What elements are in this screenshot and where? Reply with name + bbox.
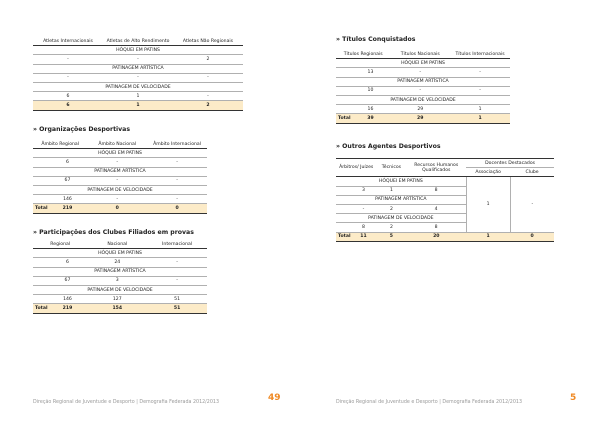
col-header: Atletas Internacionais <box>33 37 103 46</box>
cell: 67 <box>48 276 88 285</box>
docentes-associacao: 1 <box>466 177 510 232</box>
page-footer: Direção Regional de Juventude e Desporto | Demografia Federada 2012/2013 <box>33 400 219 405</box>
total-cell: 6 <box>33 101 103 110</box>
section-title: » Participações dos Clubes Filiados em provas <box>33 229 194 236</box>
cell: 1 <box>376 186 406 195</box>
cell: 146 <box>48 195 88 204</box>
section-title: » Outros Agentes Desportivos <box>336 143 441 150</box>
group-label: PATINAGEM DE VELOCIDADE <box>33 82 243 91</box>
total-label: Total <box>336 114 351 123</box>
cell: 146 <box>48 295 88 304</box>
total-cell: 154 <box>87 304 147 313</box>
cell: - <box>173 92 243 101</box>
cell: 8 <box>406 223 466 232</box>
col-header: Regional <box>33 240 87 249</box>
right-page <box>300 0 600 424</box>
total-cell: 39 <box>351 114 391 123</box>
total-cell: 11 <box>351 232 377 241</box>
cell: - <box>33 73 103 82</box>
col-header: Nacional <box>87 240 147 249</box>
group-label: HÓQUEI EM PATINS <box>336 177 466 186</box>
cell: 8 <box>351 223 377 232</box>
other-agents-table <box>336 158 554 242</box>
col-header: Títulos Internacionais <box>450 50 510 59</box>
group-label: PATINAGEM ARTÍSTICA <box>33 64 243 73</box>
cell: 1 <box>450 105 510 114</box>
section-title: » Organizações Desportivas <box>33 126 131 133</box>
cell: 127 <box>87 295 147 304</box>
cell: - <box>147 258 207 267</box>
total-cell: 0 <box>510 232 554 241</box>
total-label: Total <box>33 204 48 213</box>
cell: - <box>450 86 510 95</box>
total-cell: 0 <box>87 204 147 213</box>
total-cell: 219 <box>48 204 88 213</box>
cell: 2 <box>173 55 243 64</box>
group-label: PATINAGEM DE VELOCIDADE <box>336 214 466 223</box>
col-header: Âmbito Regional <box>33 140 87 149</box>
group-label: HÓQUEI EM PATINS <box>33 249 207 258</box>
total-cell: 20 <box>406 232 466 241</box>
page-footer: Direção Regional de Juventude e Desporto | Demografia Federada 2012/2013 <box>336 400 522 405</box>
cell: - <box>173 73 243 82</box>
cell: 10 <box>351 86 391 95</box>
group-label: PATINAGEM ARTÍSTICA <box>336 195 466 204</box>
athletes-table <box>33 37 243 111</box>
cell: 1 <box>103 92 173 101</box>
total-cell: 1 <box>450 114 510 123</box>
total-cell: 1 <box>466 232 510 241</box>
cell: 4 <box>406 204 466 213</box>
total-label: Total <box>336 232 351 241</box>
col-header: Internacional <box>147 240 207 249</box>
group-label: HÓQUEI EM PATINS <box>33 149 207 158</box>
cell: 16 <box>351 105 391 114</box>
group-label: PATINAGEM DE VELOCIDADE <box>33 185 207 194</box>
sub-header: Clube <box>510 168 554 177</box>
col-header: Âmbito Internacional <box>147 140 207 149</box>
group-label: PATINAGEM ARTÍSTICA <box>336 77 510 86</box>
col-header: Recursos Humanos Qualificados <box>406 159 466 177</box>
col-header: Técnicos <box>376 159 406 177</box>
total-cell: 2 <box>173 101 243 110</box>
cell: 2 <box>376 204 406 213</box>
total-cell: 29 <box>390 114 450 123</box>
group-label: PATINAGEM DE VELOCIDADE <box>336 95 510 104</box>
participations-table <box>33 240 207 314</box>
group-label: PATINAGEM ARTÍSTICA <box>33 267 207 276</box>
page-number: 5 <box>570 393 577 403</box>
group-label: HÓQUEI EM PATINS <box>33 46 243 55</box>
total-cell: 51 <box>147 304 207 313</box>
total-cell: 0 <box>147 204 207 213</box>
total-cell: 1 <box>103 101 173 110</box>
cell: 2 <box>376 223 406 232</box>
cell: - <box>390 86 450 95</box>
cell: - <box>87 195 147 204</box>
cell: 6 <box>48 258 88 267</box>
cell: 6 <box>33 92 103 101</box>
section-title: » Títulos Conquistados <box>336 36 416 43</box>
group-label: PATINAGEM ARTÍSTICA <box>33 167 207 176</box>
total-label: Total <box>33 304 48 313</box>
cell: 67 <box>48 176 88 185</box>
col-header: Docentes Destacados <box>466 159 554 168</box>
cell: 29 <box>390 105 450 114</box>
cell: - <box>351 204 377 213</box>
docentes-clube: - <box>510 177 554 232</box>
col-header: Atletas de Alto Rendimento <box>103 37 173 46</box>
cell: - <box>390 68 450 77</box>
group-label: PATINAGEM DE VELOCIDADE <box>33 285 207 294</box>
col-header: Títulos Nacionais <box>390 50 450 59</box>
cell: 8 <box>406 186 466 195</box>
cell: - <box>87 176 147 185</box>
cell: 3 <box>87 276 147 285</box>
cell: - <box>103 73 173 82</box>
organizations-table <box>33 140 207 214</box>
titles-table <box>336 50 510 124</box>
cell: 51 <box>147 295 207 304</box>
col-header: Árbitros/ Juízes <box>336 159 376 177</box>
cell: - <box>147 176 207 185</box>
total-cell: 219 <box>48 304 88 313</box>
cell: 13 <box>351 68 391 77</box>
cell: - <box>103 55 173 64</box>
cell: 6 <box>48 158 88 167</box>
total-cell: 5 <box>376 232 406 241</box>
page-number: 49 <box>268 393 281 403</box>
cell: 24 <box>87 258 147 267</box>
cell: - <box>147 195 207 204</box>
cell: - <box>147 276 207 285</box>
col-header: Atletas Não Regionais <box>173 37 243 46</box>
col-header: Títulos Regionais <box>336 50 390 59</box>
group-label: HÓQUEI EM PATINS <box>336 59 510 68</box>
cell: - <box>147 158 207 167</box>
cell: - <box>33 55 103 64</box>
cell: - <box>87 158 147 167</box>
sub-header: Associação <box>466 168 510 177</box>
cell: 3 <box>351 186 377 195</box>
cell: - <box>450 68 510 77</box>
col-header: Âmbito Nacional <box>87 140 147 149</box>
